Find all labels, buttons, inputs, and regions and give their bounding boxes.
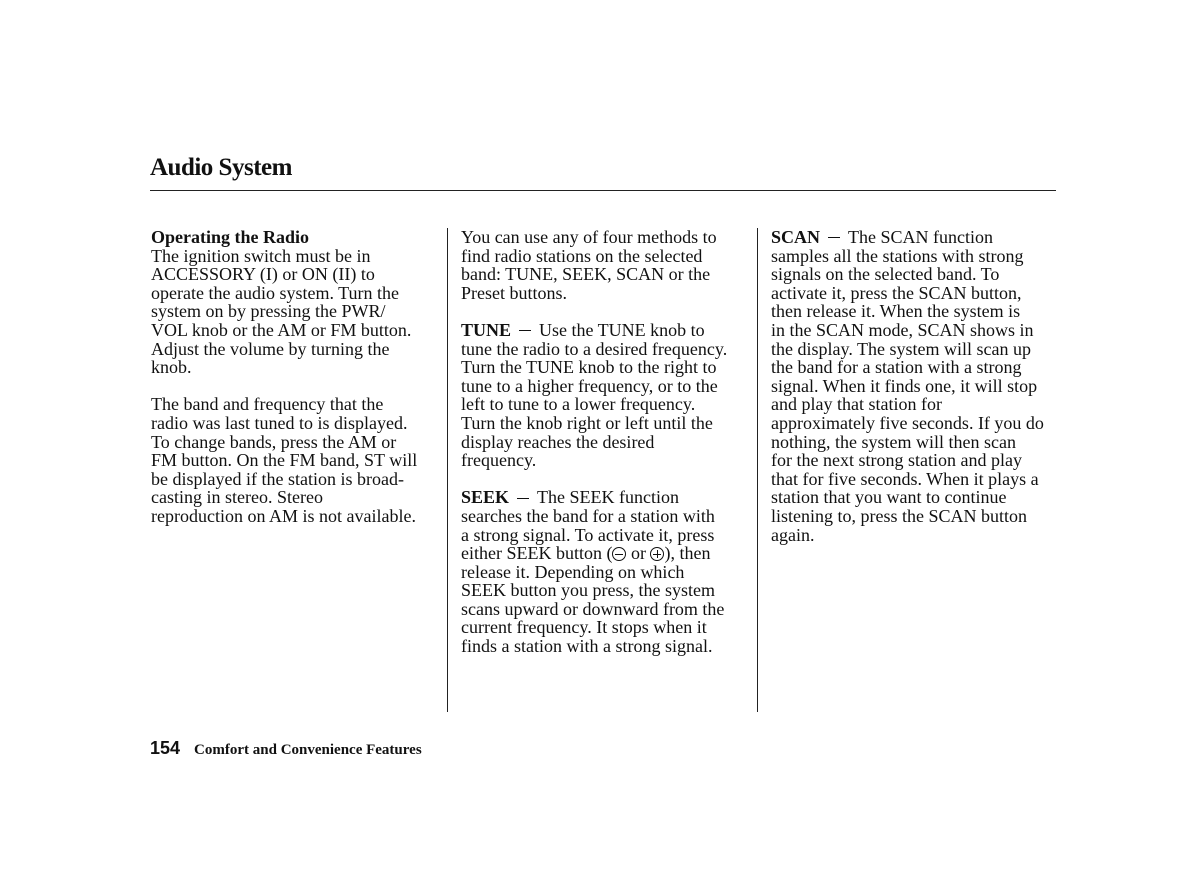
title-divider [150, 190, 1056, 191]
operating-radio-section [151, 228, 441, 377]
operating-radio-paragraph-2: The band and frequency that the radio was last tuned to is displayed. To change bands, press the AM or FM button. On the FM band, ST will be displayed if the station is broad- casting in stereo. Stereo reproduction on AM is not available. [151, 394, 418, 526]
seek-paragraph [461, 488, 753, 655]
scan-label: SCAN [771, 227, 821, 247]
operating-radio-heading: Operating the Radio [151, 227, 310, 247]
page-title: Audio System [150, 154, 292, 181]
tune-label: TUNE [461, 319, 512, 340]
seek-or: or [626, 543, 651, 564]
column-divider-1 [447, 228, 448, 712]
chapter-title: Comfort and Convenience Features [194, 742, 422, 758]
page-footer [150, 738, 422, 759]
scan-text: The SCAN function samples all the stations with strong signals on the selected band. To activate it, press the SCAN button, then release it. When the system is in the SCAN mode, SCAN shows in the display. The system will scan up the band for a station with a strong signal. When it finds one, it will stop and play that station for approximately five seconds. If you do nothing, the system will then scan for the next strong station and play that for five seconds. When it plays a station that you want to continue listening to, press the SCAN button again. [771, 227, 1044, 545]
tune-paragraph [461, 321, 753, 470]
column-2 [461, 228, 753, 674]
tune-text: Use the TUNE knob to tune the radio to a desired frequency. Turn the TUNE knob to the right to tune to a higher frequency, or to the left to tune to a lower frequency. Turn the knob right or left until the display reaches the desired frequency. [461, 319, 728, 471]
minus-circle-icon [612, 547, 626, 561]
column-1 [151, 228, 441, 544]
seek-text-b: ), then release it. Depending on which SEEK button you press, the system scans upward or downward from the current frequency. It stops when it finds a station with a strong signal. [461, 543, 725, 657]
seek-label: SEEK [461, 487, 510, 508]
column-3 [771, 228, 1063, 563]
operating-radio-paragraph-1: The ignition switch must be in ACCESSORY (I) or ON (II) to operate the audio system. Turn the system on by pressing the PWR/ VOL knob or the AM or FM button. Adjust the volume by turning the knob. [151, 245, 412, 378]
dash-icon [828, 237, 840, 238]
page-number: 154 [150, 738, 181, 758]
methods-intro-paragraph: You can use any of four methods to find radio stations on the selected band: TUNE, SEEK, SCAN or the Preset buttons. [461, 227, 717, 303]
plus-circle-icon [650, 547, 664, 561]
column-divider-2 [757, 228, 758, 712]
dash-icon [517, 498, 529, 499]
scan-paragraph [771, 228, 1063, 544]
dash-icon [519, 330, 531, 331]
seek-text-a: The SEEK function searches the band for a station with a strong signal. To activate it, press either SEEK button ( [461, 487, 715, 564]
